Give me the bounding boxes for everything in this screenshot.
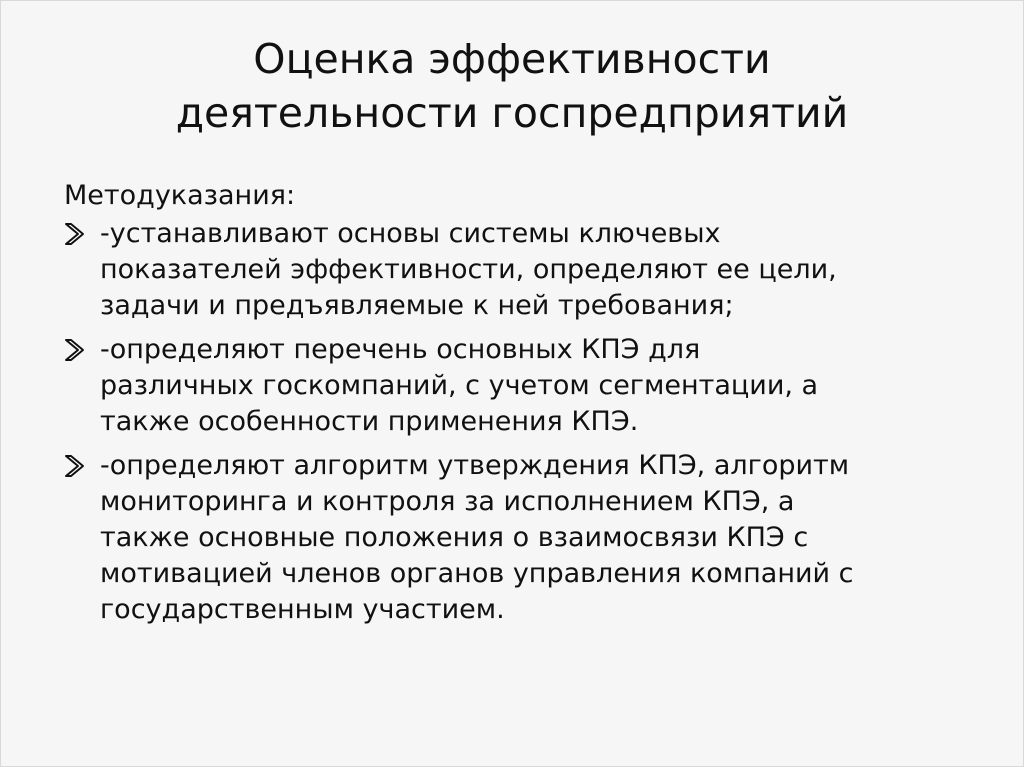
intro-label: Методуказания: — [64, 180, 296, 211]
bullet-1-line-3: задачи и предъявляемые к ней требования; — [100, 290, 734, 321]
bullet-item-3 — [64, 448, 984, 628]
slide-title-line-1: Оценка эффективности — [253, 35, 771, 83]
bullet-item-2 — [64, 332, 984, 440]
slide-body — [64, 178, 984, 636]
arrow-bullet-icon — [64, 338, 90, 362]
bullet-1-line-2: показателей эффективности, определяют ее цели, — [100, 254, 837, 285]
bullet-2-line-3: также особенности применения КПЭ. — [100, 406, 639, 437]
bullet-3-line-4: мотивацией членов органов управления компаний с — [100, 558, 854, 589]
slide-title-line-2: деятельности госпредприятий — [175, 89, 849, 137]
arrow-bullet-icon — [64, 454, 90, 478]
bullet-3-line-2: мониторинга и контроля за исполнением КПЭ, а — [100, 486, 795, 517]
bullet-3-line-5: государственным участием. — [100, 594, 505, 625]
bullet-3-line-1: -определяют алгоритм утверждения КПЭ, алгоритм — [100, 450, 850, 481]
slide-title — [60, 32, 964, 140]
bullet-3-line-3: также основные положения о взаимосвязи КПЭ с — [100, 522, 809, 553]
bullet-2-line-1: -определяют перечень основных КПЭ для — [100, 334, 701, 365]
bullet-item-1 — [64, 216, 984, 324]
arrow-bullet-icon — [64, 222, 90, 246]
bullet-2-line-2: различных госкомпаний, с учетом сегментации, а — [100, 370, 819, 401]
bullet-1-line-1: -устанавливают основы системы ключевых — [100, 218, 721, 249]
